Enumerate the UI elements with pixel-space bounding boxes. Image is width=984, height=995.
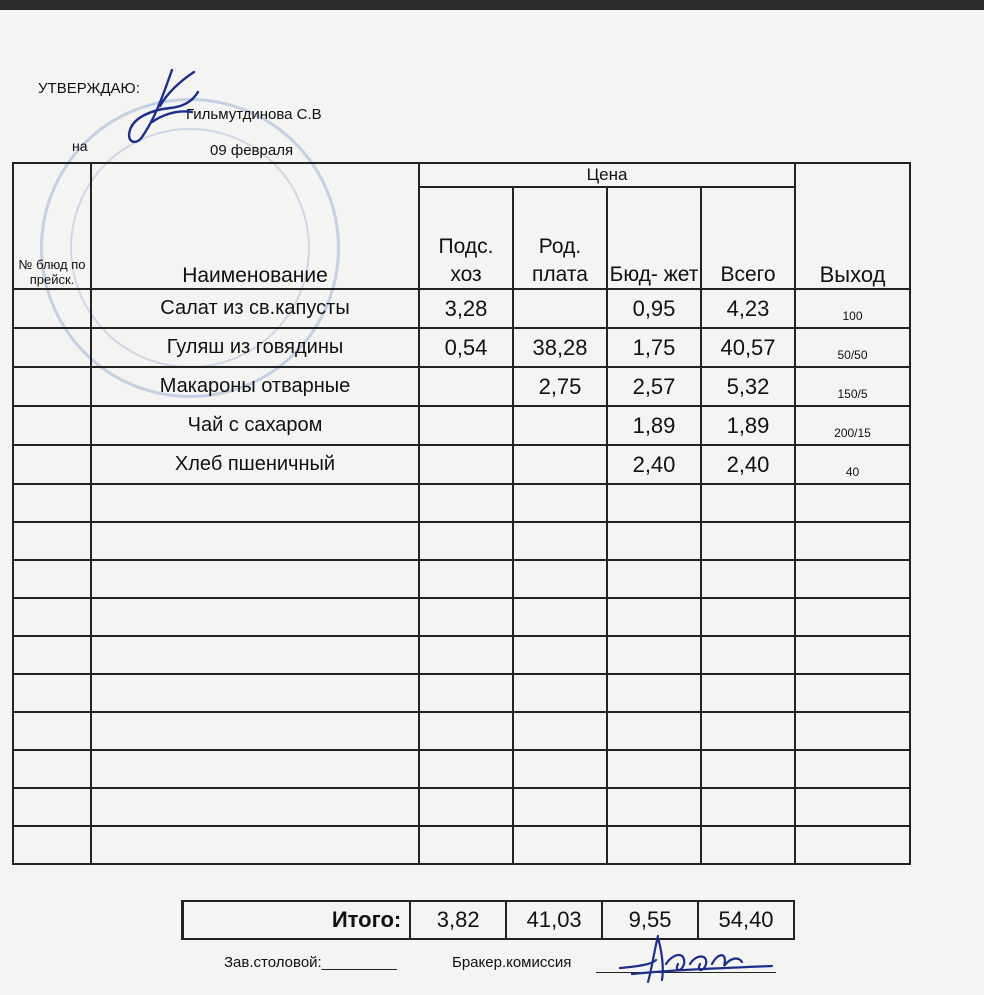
empty-row [13,636,910,674]
table-row [13,367,910,406]
col-number-header: № блюд по прейск. [13,163,91,289]
total-rodplata: 41,03 [505,902,601,938]
empty-row [13,522,910,560]
price-total: 5,32 [701,367,795,406]
price-budget: 1,89 [607,406,701,445]
table-row [13,445,910,484]
price-rodplata: 2,75 [513,367,607,406]
empty-row [13,560,910,598]
price-rodplata: 38,28 [513,328,607,367]
price-budget: 0,95 [607,289,701,328]
canteen-head-line: Зав.столовой:_________ [224,954,397,971]
col-podshoz-header: Подс. хоз [419,187,513,289]
price-podshoz [419,445,513,484]
col-budget-header: Бюд- жет [607,187,701,289]
table-row [13,328,910,367]
empty-row [13,712,910,750]
total-budget: 9,55 [601,902,697,938]
scan-edge [0,0,984,10]
price-podshoz: 0,54 [419,328,513,367]
dish-name: Хлеб пшеничный [91,445,419,484]
price-rodplata [513,406,607,445]
table-row [13,289,910,328]
col-yield-header: Выход [795,163,910,289]
col-rodplata-header: Род. плата [513,187,607,289]
empty-row [13,826,910,864]
empty-row [13,788,910,826]
menu-date: 09 февраля [210,142,294,159]
price-budget: 1,75 [607,328,701,367]
price-rodplata [513,445,607,484]
col-total-header: Всего [701,187,795,289]
dish-yield: 150/5 [795,367,910,406]
totals-row [181,900,795,940]
total-podshoz: 3,82 [409,902,505,938]
menu-table [12,162,911,865]
price-total: 2,40 [701,445,795,484]
col-name-header: Наименование [91,163,419,289]
price-podshoz [419,367,513,406]
table-row [13,406,910,445]
dish-name: Салат из св.капусты [91,289,419,328]
dish-yield: 50/50 [795,328,910,367]
empty-row [13,484,910,522]
price-total: 40,57 [701,328,795,367]
empty-row [13,598,910,636]
dish-name: Чай с сахаром [91,406,419,445]
dish-name: Гуляш из говядины [91,328,419,367]
approve-label: УТВЕРЖДАЮ: [38,80,140,97]
price-total: 1,89 [701,406,795,445]
totals-label: Итого: [331,907,402,932]
price-rodplata [513,289,607,328]
dish-name: Макароны отварные [91,367,419,406]
dish-yield: 40 [795,445,910,484]
dish-yield: 100 [795,289,910,328]
empty-row [13,750,910,788]
date-prefix: на [72,138,88,154]
price-total: 4,23 [701,289,795,328]
price-budget: 2,40 [607,445,701,484]
approver-name: Гильмутдинова С.В [186,106,322,123]
price-podshoz: 3,28 [419,289,513,328]
price-budget: 2,57 [607,367,701,406]
dish-yield: 200/15 [795,406,910,445]
total-all: 54,40 [697,902,793,938]
col-price-header: Цена [419,163,795,187]
empty-row [13,674,910,712]
commission-line: Бракер.комиссия [452,954,572,971]
price-podshoz [419,406,513,445]
commission-underline [596,972,776,973]
